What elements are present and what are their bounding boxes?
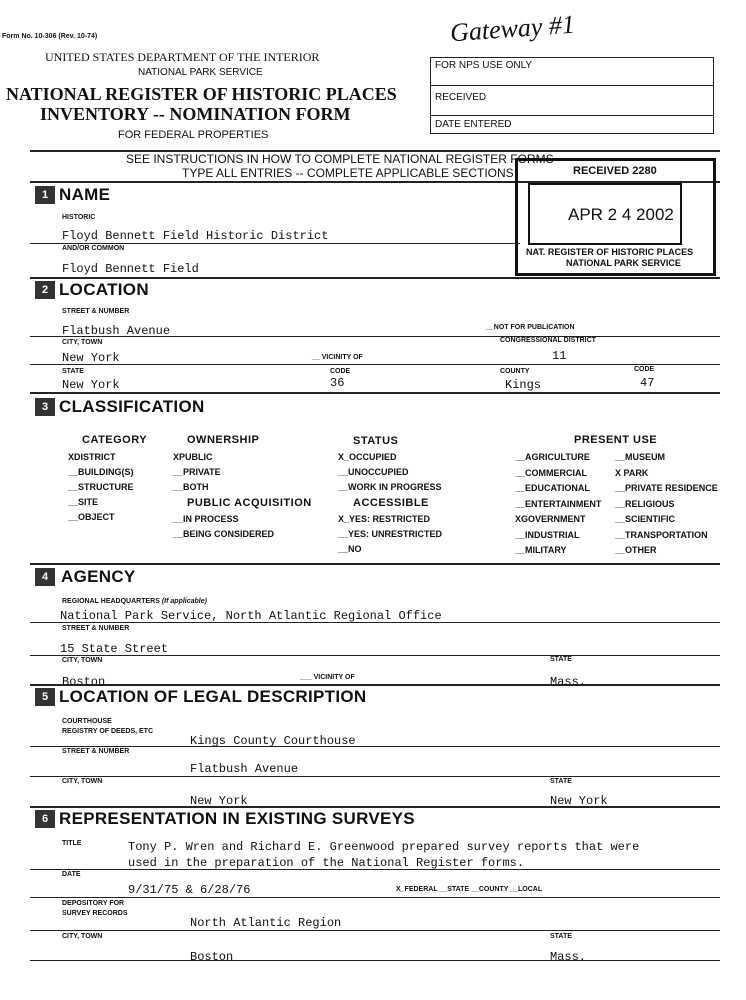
street-value: Flatbush Avenue bbox=[62, 324, 171, 338]
checkbox-item: XPUBLIC bbox=[173, 452, 213, 462]
code-value: 36 bbox=[330, 376, 345, 390]
checkbox-item: __PRIVATE RESIDENCE bbox=[615, 483, 718, 493]
stamp-org-1: NAT. REGISTER OF HISTORIC PLACES bbox=[526, 247, 694, 257]
present-use-heading: PRESENT USE bbox=[574, 434, 658, 446]
checkbox-item: __SCIENTIFIC bbox=[615, 514, 676, 524]
title-label: TITLE bbox=[62, 840, 82, 847]
city-value: New York bbox=[190, 794, 248, 808]
city-value: Boston bbox=[190, 950, 234, 960]
checkbox-item: __BOTH bbox=[173, 482, 209, 492]
accessible-heading: ACCESSIBLE bbox=[353, 497, 429, 509]
instructions-line-1: SEE INSTRUCTIONS IN HOW TO COMPLETE NATIONAL REGISTER FORMS bbox=[126, 152, 554, 166]
checkbox-item: __WORK IN PROGRESS bbox=[338, 482, 442, 492]
section-number-icon: 6 bbox=[35, 810, 55, 828]
checkbox-item: __NO bbox=[338, 544, 362, 554]
depository-value: North Atlantic Region bbox=[190, 916, 342, 930]
section-number-icon: 1 bbox=[35, 186, 55, 204]
status-heading: STATUS bbox=[353, 435, 399, 447]
service-name: NATIONAL PARK SERVICE bbox=[138, 67, 263, 78]
handwritten-note: Gateway #1 bbox=[449, 9, 576, 48]
received-stamp bbox=[515, 158, 716, 276]
nps-use-label: FOR NPS USE ONLY bbox=[435, 60, 533, 71]
checkbox-item: __COMMERCIAL bbox=[515, 467, 588, 478]
section-heading-legal: LOCATION OF LEGAL DESCRIPTION bbox=[59, 687, 367, 706]
checkbox-item: __STRUCTURE bbox=[68, 482, 134, 492]
survey-date-value: 9/31/75 & 6/28/76 bbox=[128, 883, 251, 897]
nps-use-box bbox=[430, 57, 714, 134]
checkbox-item: __BEING CONSIDERED bbox=[173, 529, 275, 539]
checkbox-item: __TRANSPORTATION bbox=[615, 529, 708, 540]
state-label: STATE bbox=[550, 778, 572, 785]
city-label: CITY, TOWN bbox=[62, 933, 103, 940]
checkbox-item: X_YES: RESTRICTED bbox=[338, 514, 431, 524]
hq-value: National Park Service, North Atlantic Regional Office bbox=[60, 609, 442, 623]
street-value: 15 State Street bbox=[60, 642, 169, 656]
historic-label: HISTORIC bbox=[62, 214, 96, 221]
acquisition-list bbox=[173, 514, 274, 544]
checkbox-item: __SITE bbox=[68, 497, 99, 507]
state-value: New York bbox=[62, 378, 120, 392]
checkbox-item: __MILITARY bbox=[515, 545, 567, 555]
checkbox-item: XGOVERNMENT bbox=[515, 514, 586, 524]
checkbox-item: __MUSEUM bbox=[615, 452, 666, 462]
not-for-publication: __NOT FOR PUBLICATION bbox=[486, 324, 575, 331]
stamp-received: RECEIVED 2280 bbox=[573, 165, 657, 177]
received-label: RECEIVED bbox=[435, 92, 487, 103]
stamp-date: APR 2 4 2002 bbox=[568, 205, 674, 224]
section-heading-location: LOCATION bbox=[59, 280, 149, 299]
instructions-line-2: TYPE ALL ENTRIES -- COMPLETE APPLICABLE SECTIONS bbox=[182, 166, 514, 180]
section-number-icon: 3 bbox=[35, 398, 55, 416]
checkbox-item: X_OCCUPIED bbox=[338, 452, 397, 462]
city-value: Boston bbox=[62, 675, 106, 684]
section-heading-name: NAME bbox=[59, 185, 111, 204]
date-label: DATE bbox=[62, 871, 81, 878]
checkbox-item: __YES: UNRESTRICTED bbox=[338, 529, 443, 539]
checkbox-item: __EDUCATIONAL bbox=[515, 483, 590, 493]
code-label: CODE bbox=[330, 368, 351, 375]
category-heading: CATEGORY bbox=[82, 434, 148, 446]
present-use-list-2 bbox=[615, 452, 718, 561]
state-value: New York bbox=[550, 794, 608, 808]
checkbox-item: __ENTERTAINMENT bbox=[515, 498, 602, 509]
checkbox-item: __BUILDING(S) bbox=[68, 467, 134, 477]
section-number-icon: 2 bbox=[35, 281, 55, 299]
common-name-value: Floyd Bennett Field bbox=[62, 262, 199, 276]
vicinity-label: __ VICINITY OF bbox=[312, 354, 363, 361]
department-name: UNITED STATES DEPARTMENT OF THE INTERIOR bbox=[45, 50, 320, 64]
street-label: STREET & NUMBER bbox=[62, 625, 130, 632]
street-label: STREET & NUMBER bbox=[62, 308, 130, 315]
street-label: STREET & NUMBER bbox=[62, 748, 130, 755]
depository-label: DEPOSITORY FOR bbox=[62, 900, 125, 907]
street-value: Flatbush Avenue bbox=[190, 762, 299, 776]
present-use-list-1 bbox=[515, 452, 601, 561]
code2-label: CODE bbox=[634, 366, 655, 373]
code2-value: 47 bbox=[640, 376, 655, 390]
courthouse-label: COURTHOUSE bbox=[62, 718, 112, 725]
form-subtitle: INVENTORY -- NOMINATION FORM bbox=[40, 104, 351, 124]
state-value: Mass. bbox=[550, 675, 587, 684]
survey-title-line-1: Tony P. Wren and Richard E. Greenwood prepared survey reports that were bbox=[128, 840, 640, 854]
category-list bbox=[68, 452, 134, 527]
common-label: AND/OR COMMON bbox=[62, 245, 125, 252]
checkbox-item: __PRIVATE bbox=[173, 467, 221, 477]
acquisition-heading: PUBLIC ACQUISITION bbox=[187, 497, 312, 509]
county-label: COUNTY bbox=[500, 368, 530, 375]
date-entered-label: DATE ENTERED bbox=[435, 119, 512, 130]
status-list bbox=[338, 452, 442, 497]
vicinity-label: ___ VICINITY OF bbox=[300, 674, 355, 681]
state-label: STATE bbox=[550, 656, 572, 663]
checkbox-item: XDISTRICT bbox=[68, 452, 116, 462]
courthouse-value: Kings County Courthouse bbox=[190, 734, 356, 748]
checkbox-item: X PARK bbox=[615, 467, 649, 478]
ownership-list bbox=[173, 452, 221, 497]
checkbox-item: __IN PROCESS bbox=[173, 514, 239, 524]
city-value: New York bbox=[62, 351, 120, 365]
survey-records-label: SURVEY RECORDS bbox=[62, 910, 128, 917]
congressional-value: 11 bbox=[552, 349, 567, 363]
hq-label: REGIONAL HEADQUARTERS (If applicable) bbox=[62, 598, 207, 605]
accessible-list bbox=[338, 514, 442, 559]
checkbox-item: __OBJECT bbox=[68, 512, 115, 522]
city-label: CITY, TOWN bbox=[62, 339, 103, 346]
stamp-org-2: NATIONAL PARK SERVICE bbox=[566, 258, 681, 268]
congressional-label: CONGRESSIONAL DISTRICT bbox=[500, 337, 596, 344]
checkbox-item: __INDUSTRIAL bbox=[515, 529, 580, 540]
section-heading-agency: AGENCY bbox=[61, 567, 136, 586]
city-label: CITY, TOWN bbox=[62, 657, 103, 664]
state-label: STATE bbox=[62, 368, 84, 375]
county-value: Kings bbox=[505, 378, 542, 392]
form-number: Form No. 10-306 (Rev. 10-74) bbox=[2, 33, 98, 40]
section-number-icon: 4 bbox=[35, 568, 55, 586]
survey-levels: X_FEDERAL __STATE __COUNTY __LOCAL bbox=[396, 886, 543, 893]
section-heading-classification: CLASSIFICATION bbox=[59, 397, 205, 416]
registry-label: REGISTRY OF DEEDS, ETC bbox=[62, 728, 154, 735]
federal-properties-label: FOR FEDERAL PROPERTIES bbox=[118, 129, 269, 141]
checkbox-item: __RELIGIOUS bbox=[615, 498, 675, 509]
state-value: Mass. bbox=[550, 950, 587, 960]
section-number-icon: 5 bbox=[35, 688, 55, 706]
form-title: NATIONAL REGISTER OF HISTORIC PLACES bbox=[6, 84, 397, 104]
checkbox-item: __UNOCCUPIED bbox=[338, 467, 409, 477]
checkbox-item: __AGRICULTURE bbox=[515, 452, 590, 462]
ownership-heading: OWNERSHIP bbox=[187, 434, 260, 446]
state-label: STATE bbox=[550, 933, 572, 940]
section-heading-surveys: REPRESENTATION IN EXISTING SURVEYS bbox=[59, 809, 415, 828]
historic-name-value: Floyd Bennett Field Historic District bbox=[62, 229, 329, 243]
survey-title-line-2: used in the preparation of the National Register forms. bbox=[128, 856, 525, 870]
city-label: CITY, TOWN bbox=[62, 778, 103, 785]
checkbox-item: __OTHER bbox=[615, 545, 657, 555]
